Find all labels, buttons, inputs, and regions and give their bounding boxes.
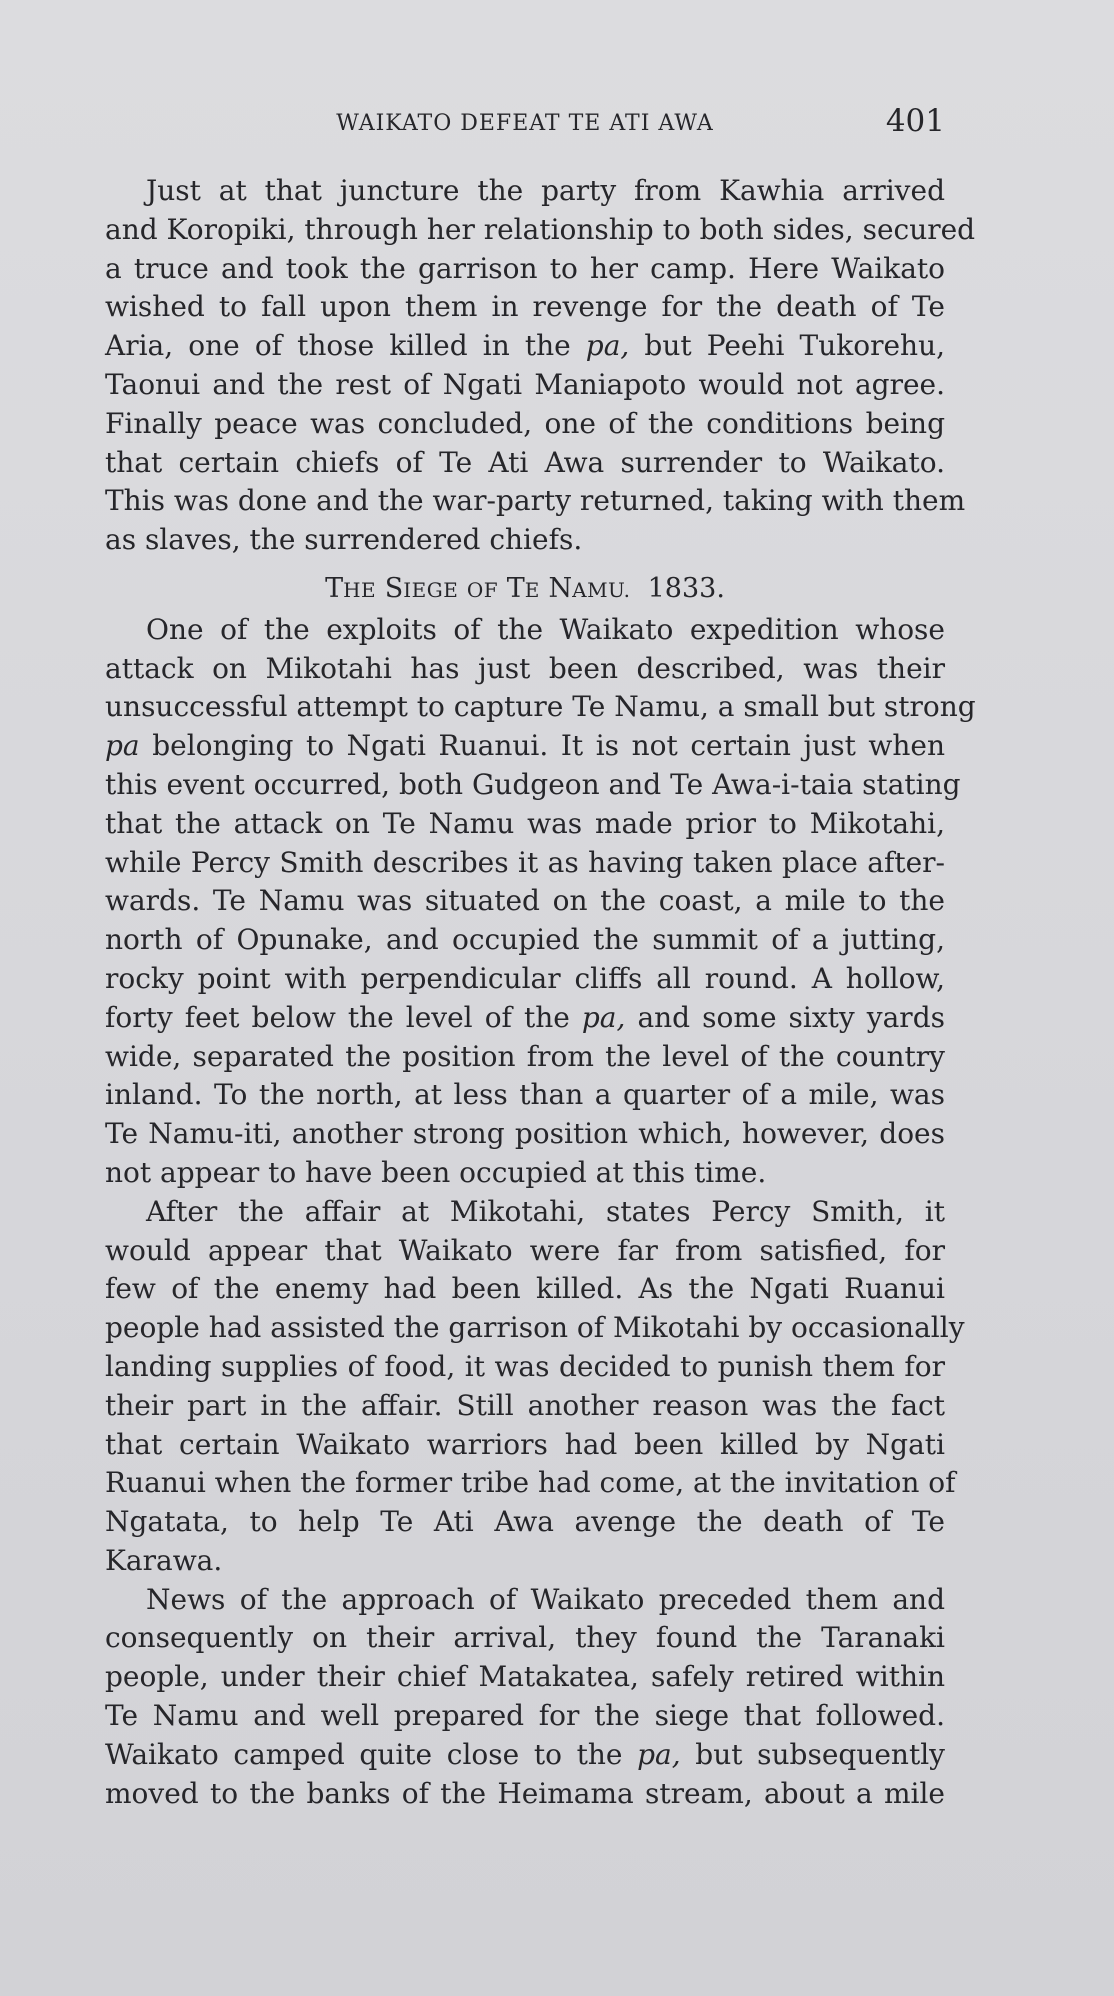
text-line: people, under their chief Matakatea, safely retired within [105, 1660, 945, 1694]
text-line: rocky point with perpendicular cliffs all round. A hollow, [105, 961, 945, 995]
text-line: that certain Waikato warriors had been killed by Ngati [105, 1427, 945, 1461]
running-head [105, 103, 945, 143]
text-line: that the attack on Te Namu was made prior to Mikotahi, [105, 806, 945, 840]
page-number: 401 [885, 103, 945, 139]
text-line: few of the enemy had been killed. As the Ngati Ruanui [105, 1272, 945, 1306]
text-line: This was done and the war-party returned, taking with them [105, 484, 966, 518]
text-line: would appear that Waikato were far from satisfied, for [105, 1233, 945, 1267]
text-line: a truce and took the garrison to her camp. Here Waikato [105, 251, 945, 285]
text-line: while Percy Smith describes it as having taken place after- [105, 845, 945, 879]
text-line: Te Namu and well prepared for the siege that followed. [105, 1699, 945, 1733]
text-line: Aria, one of those killed in the pa, but Peehi Tukorehu, [105, 329, 946, 363]
text-line: Ruanui when the former tribe had come, at the invitation of [105, 1466, 956, 1500]
text-line: Ngatata, to help Te Ati Awa avenge the death of Te [105, 1505, 945, 1539]
text-line: as slaves, the surrendered chiefs. [105, 523, 583, 557]
text-line: Finally peace was concluded, one of the conditions being [105, 406, 945, 440]
text-line: After the affair at Mikotahi, states Percy Smith, it [146, 1194, 945, 1228]
text-line: wards. Te Namu was situated on the coast, a mile to the [105, 884, 945, 918]
text-line: that certain chiefs of Te Ati Awa surrender to Waikato. [105, 445, 945, 479]
text-line: Karawa. [105, 1543, 223, 1577]
text-line: people had assisted the garrison of Mikotahi by occasionally [105, 1311, 965, 1345]
text-line: not appear to have been occupied at this time. [105, 1155, 767, 1189]
text-line: consequently on their arrival, they found the Taranaki [105, 1621, 945, 1655]
text-line: Taonui and the rest of Ngati Maniapoto would not agree. [105, 367, 945, 401]
body-text [105, 172, 976, 1813]
text-line: forty feet below the level of the pa, and some sixty yards [105, 1000, 945, 1034]
text-line: One of the exploits of the Waikato expedition whose [146, 612, 945, 646]
text-line: unsuccessful attempt to capture Te Namu, a small but strong [105, 690, 976, 724]
text-line: Just at that juncture the party from Kawhia arrived [146, 174, 945, 207]
text-line: this event occurred, both Gudgeon and Te Awa-i-taia stating [105, 767, 961, 801]
text-line: landing supplies of food, it was decided to punish them for [105, 1349, 945, 1383]
text-line: pa belonging to Ngati Ruanui. It is not certain just when [105, 729, 945, 763]
text-line: north of Opunake, and occupied the summit of a jutting, [105, 923, 945, 957]
text-line: their part in the affair. Still another reason was the fact [105, 1388, 945, 1422]
text-line: Te Namu-iti, another strong position which, however, does [105, 1117, 945, 1151]
text-line: inland. To the north, at less than a quarter of a mile, was [105, 1078, 945, 1112]
text-line: and Koropiki, through her relationship to both sides, secured [105, 212, 976, 246]
text-line: moved to the banks of the Heimama stream, about a mile [105, 1776, 945, 1810]
text-line: Waikato camped quite close to the pa, but subsequently [105, 1737, 945, 1771]
text-line: wide, separated the position from the level of the country [105, 1039, 945, 1073]
running-title: WAIKATO DEFEAT TE ATI AWA [336, 111, 714, 136]
text-line: attack on Mikotahi has just been described, was their [105, 651, 945, 685]
text-line: wished to fall upon them in revenge for the death of Te [105, 290, 945, 324]
text-line: News of the approach of Waikato preceded them and [146, 1582, 945, 1616]
section-heading: THE SIEGE OF TE NAMU. 1833. [325, 572, 725, 604]
